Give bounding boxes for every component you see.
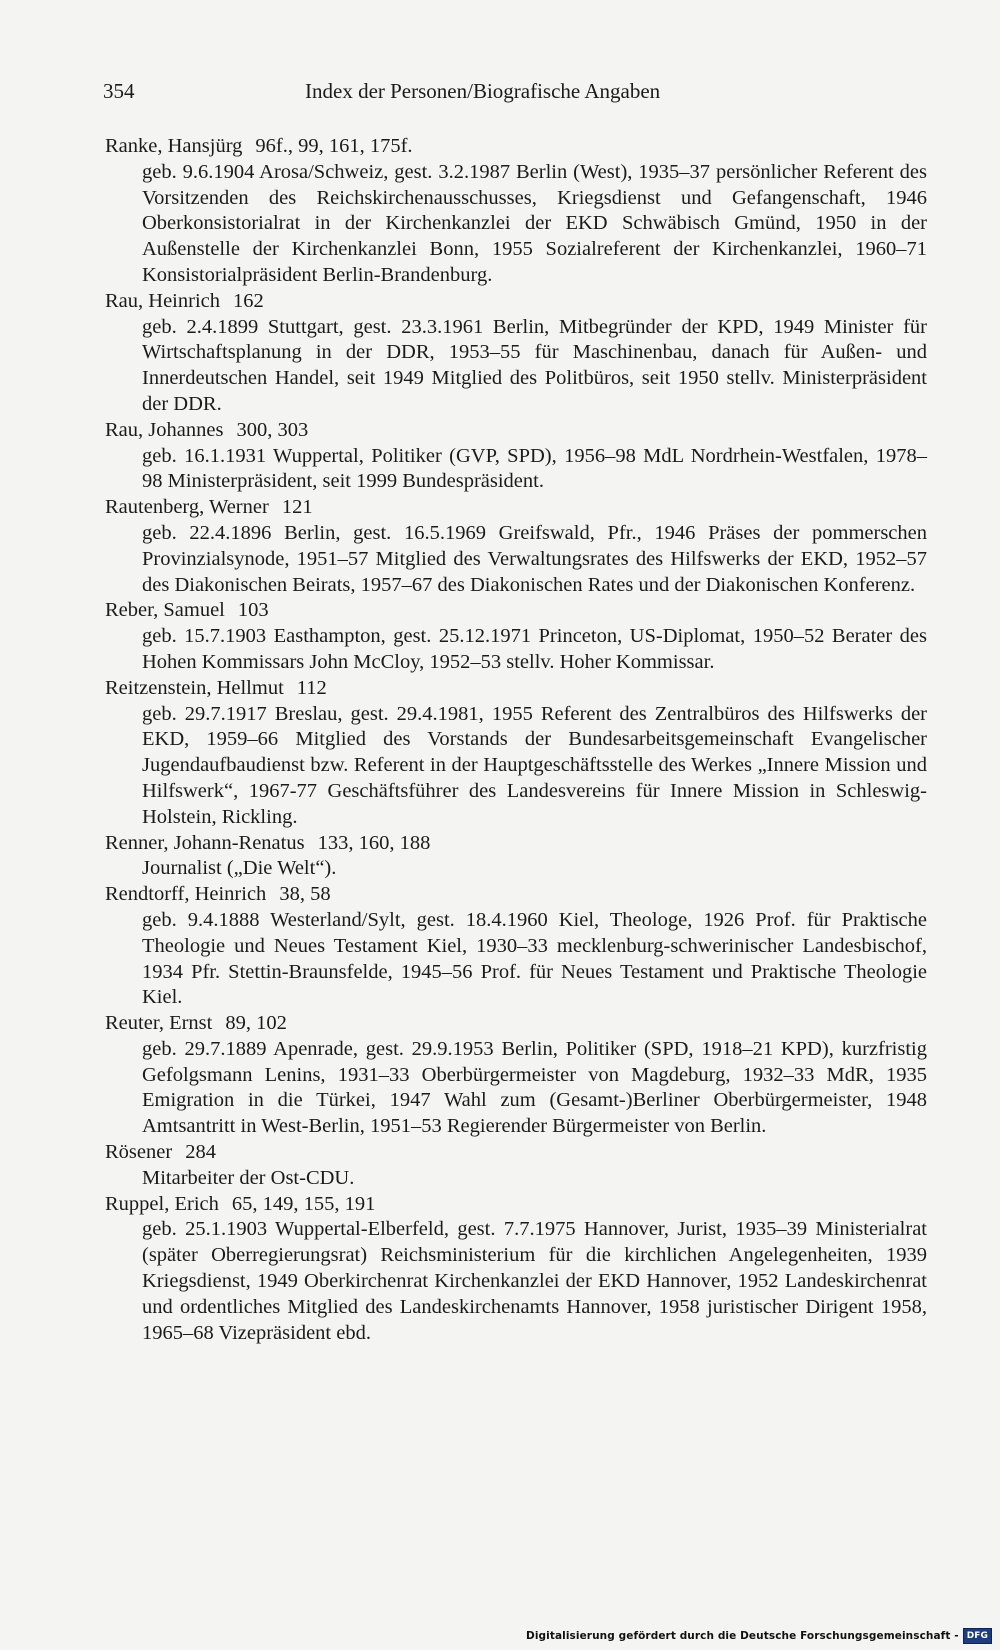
biography: geb. 2.4.1899 Stuttgart, gest. 23.3.1961 Berlin, Mitbegründer der KPD, 1949 Minister für Wirtschaftsplanung in der DDR, 1953–55 für Maschinenbau, danach für Außen- und Innerdeutschen Handel, seit 1949 Mitglied des Politbüros, seit 1950 stellv. Ministerpräsident der DDR. [142, 315, 927, 415]
page-references: 89, 102 [225, 1012, 287, 1035]
person-name: Rautenberg, Werner [105, 496, 269, 519]
person-index [105, 134, 927, 1346]
entry-head [105, 418, 927, 444]
biography: geb. 15.7.1903 Easthampton, gest. 25.12.1971 Princeton, US-Diplomat, 1950–52 Berater des Hohen Kommissars John McCloy, 1952–53 stellv. Hoher Kommissar. [142, 625, 927, 673]
index-entry [105, 418, 927, 495]
index-entry [105, 598, 927, 675]
person-name: Reitzenstein, Hellmut [105, 676, 284, 699]
person-name: Rau, Johannes [105, 418, 224, 441]
biography: geb. 9.4.1888 Westerland/Sylt, gest. 18.4.1960 Kiel, Theologe, 1926 Prof. für Praktische Theologie und Neues Testament Kiel, 1930–33 mecklenburg-schwerinischer Landesbischof, 1934 Pfr. Stettin-Braunsfelde, 1945–56 Prof. für Neues Testament und Praktische Theologie Kiel. [142, 908, 927, 1009]
index-entry [105, 1140, 927, 1192]
biography: Journalist („Die Welt“). [142, 857, 337, 880]
index-entry [105, 495, 927, 598]
entry-head [105, 676, 927, 702]
entry-head [105, 1140, 927, 1166]
page-number: 354 [103, 79, 135, 103]
biography: Mitarbeiter der Ost-CDU. [142, 1166, 355, 1189]
person-name: Ranke, Hansjürg [105, 135, 243, 157]
entry-head [105, 1011, 927, 1037]
digitization-footer [526, 1628, 992, 1644]
biography: geb. 25.1.1903 Wuppertal-Elberfeld, gest. 7.7.1975 Hannover, Jurist, 1935–39 Ministerialrat (später Oberregierungsrat) Reichsministerium für die kirchlichen Angelegenheiten, 1939 Kriegsdienst, 1949 Oberkirchenrat Kirchenkanzlei der EKD Hannover, 1952 Landeskirchenrat und ordentliches Mitglied des Landeskirchenamts Hannover, 1958 juristischer Dirigent 1958, 1965–68 Vizepräsident ebd. [142, 1218, 927, 1344]
page-references: 38, 58 [279, 883, 331, 906]
page-references: 103 [237, 599, 269, 622]
entry-head [105, 134, 927, 160]
index-entry [105, 831, 927, 883]
entry-head [105, 882, 927, 908]
page-references: 112 [296, 676, 327, 699]
page-references: 162 [233, 289, 264, 312]
page-header [103, 76, 923, 106]
person-name: Renner, Johann-Renatus [105, 831, 305, 854]
person-name: Ruppel, Erich [105, 1192, 219, 1215]
biography: geb. 16.1.1931 Wuppertal, Politiker (GVP, SPD), 1956–98 MdL Nordrhein-Westfalen, 1978–98 Ministerpräsident, seit 1999 Bundespräsident. [142, 444, 927, 493]
entry-head [105, 831, 927, 857]
person-name: Rendtorff, Heinrich [105, 883, 267, 906]
entry-head [105, 289, 927, 315]
index-entry [105, 1192, 927, 1347]
index-entry [105, 1011, 927, 1140]
page-references: 133, 160, 188 [317, 831, 431, 854]
running-title: Index der Personen/Biografische Angaben [305, 79, 661, 103]
person-name: Rösener [105, 1141, 173, 1164]
index-entry [105, 882, 927, 1011]
person-name: Rau, Heinrich [105, 289, 220, 312]
entry-head [105, 495, 927, 521]
funding-note: Digitalisierung gefördert durch die Deutsche Forschungsgemeinschaft - [526, 1630, 959, 1642]
page-references: 121 [281, 496, 313, 519]
dfg-logo: DFG [963, 1628, 992, 1644]
page-references: 65, 149, 155, 191 [231, 1192, 376, 1215]
person-name: Reber, Samuel [105, 599, 225, 622]
index-entry [105, 289, 927, 418]
page-references: 300, 303 [236, 418, 309, 441]
biography: geb. 22.4.1896 Berlin, gest. 16.5.1969 Greifswald, Pfr., 1946 Präses der pommerschen Provinzialsynode, 1951–57 Mitglied des Verwaltungsrates des Hilfswerks der EKD, 1952–57 des Diakonischen Beirats, 1957–67 des Diakonischen Rates und der Diakonischen Konferenz. [142, 521, 927, 596]
biography: geb. 29.7.1917 Breslau, gest. 29.4.1981, 1955 Referent des Zentralbüros des Hilfswerks der EKD, 1959–66 Mitglied des Vorstands der Bundesarbeitsgemeinschaft Evangelischer Jugendaufbaudienst bzw. Referent in der Hauptgeschäftsstelle des Werkes „Innere Mission und Hilfswerk“, 1967-77 Geschäftsführer des Landesvereins für Innere Mission in Schleswig-Holstein, Rickling. [142, 702, 927, 828]
person-name: Reuter, Ernst [105, 1012, 213, 1035]
index-entry [105, 134, 927, 289]
biography: geb. 29.7.1889 Apenrade, gest. 29.9.1953 Berlin, Politiker (SPD, 1918–21 KPD), kurzfristig Gefolgsmann Lenins, 1931–33 Oberbürgermeister von Magdeburg, 1932–33 MdR, 1935 Emigration in die Türkei, 1947 Wahl zum (Gesamt-)Berliner Oberbürgermeister, 1948 Amtsantritt in West-Berlin, 1951–53 Regierender Bürgermeister von Berlin. [142, 1037, 927, 1138]
entry-head [105, 598, 927, 624]
entry-head [105, 1192, 927, 1218]
index-entry [105, 676, 927, 831]
page-references: 284 [185, 1141, 216, 1164]
biography: geb. 9.6.1904 Arosa/Schweiz, gest. 3.2.1987 Berlin (West), 1935–37 persönlicher Referent des Vorsitzenden des Reichskirchenausschusses, Kriegsdienst und Gefangenschaft, 1946 Oberkonsistorialrat in der Kirchenkanzlei der EKD Schwäbisch Gmünd, 1950 in der Außenstelle der Kirchenkanzlei Bonn, 1955 Sozialreferent der Kirchenkanzlei, 1960–71 Konsistorialpräsident Berlin-Brandenburg. [142, 160, 927, 286]
page-references: 96f., 99, 161, 175f. [255, 135, 413, 157]
